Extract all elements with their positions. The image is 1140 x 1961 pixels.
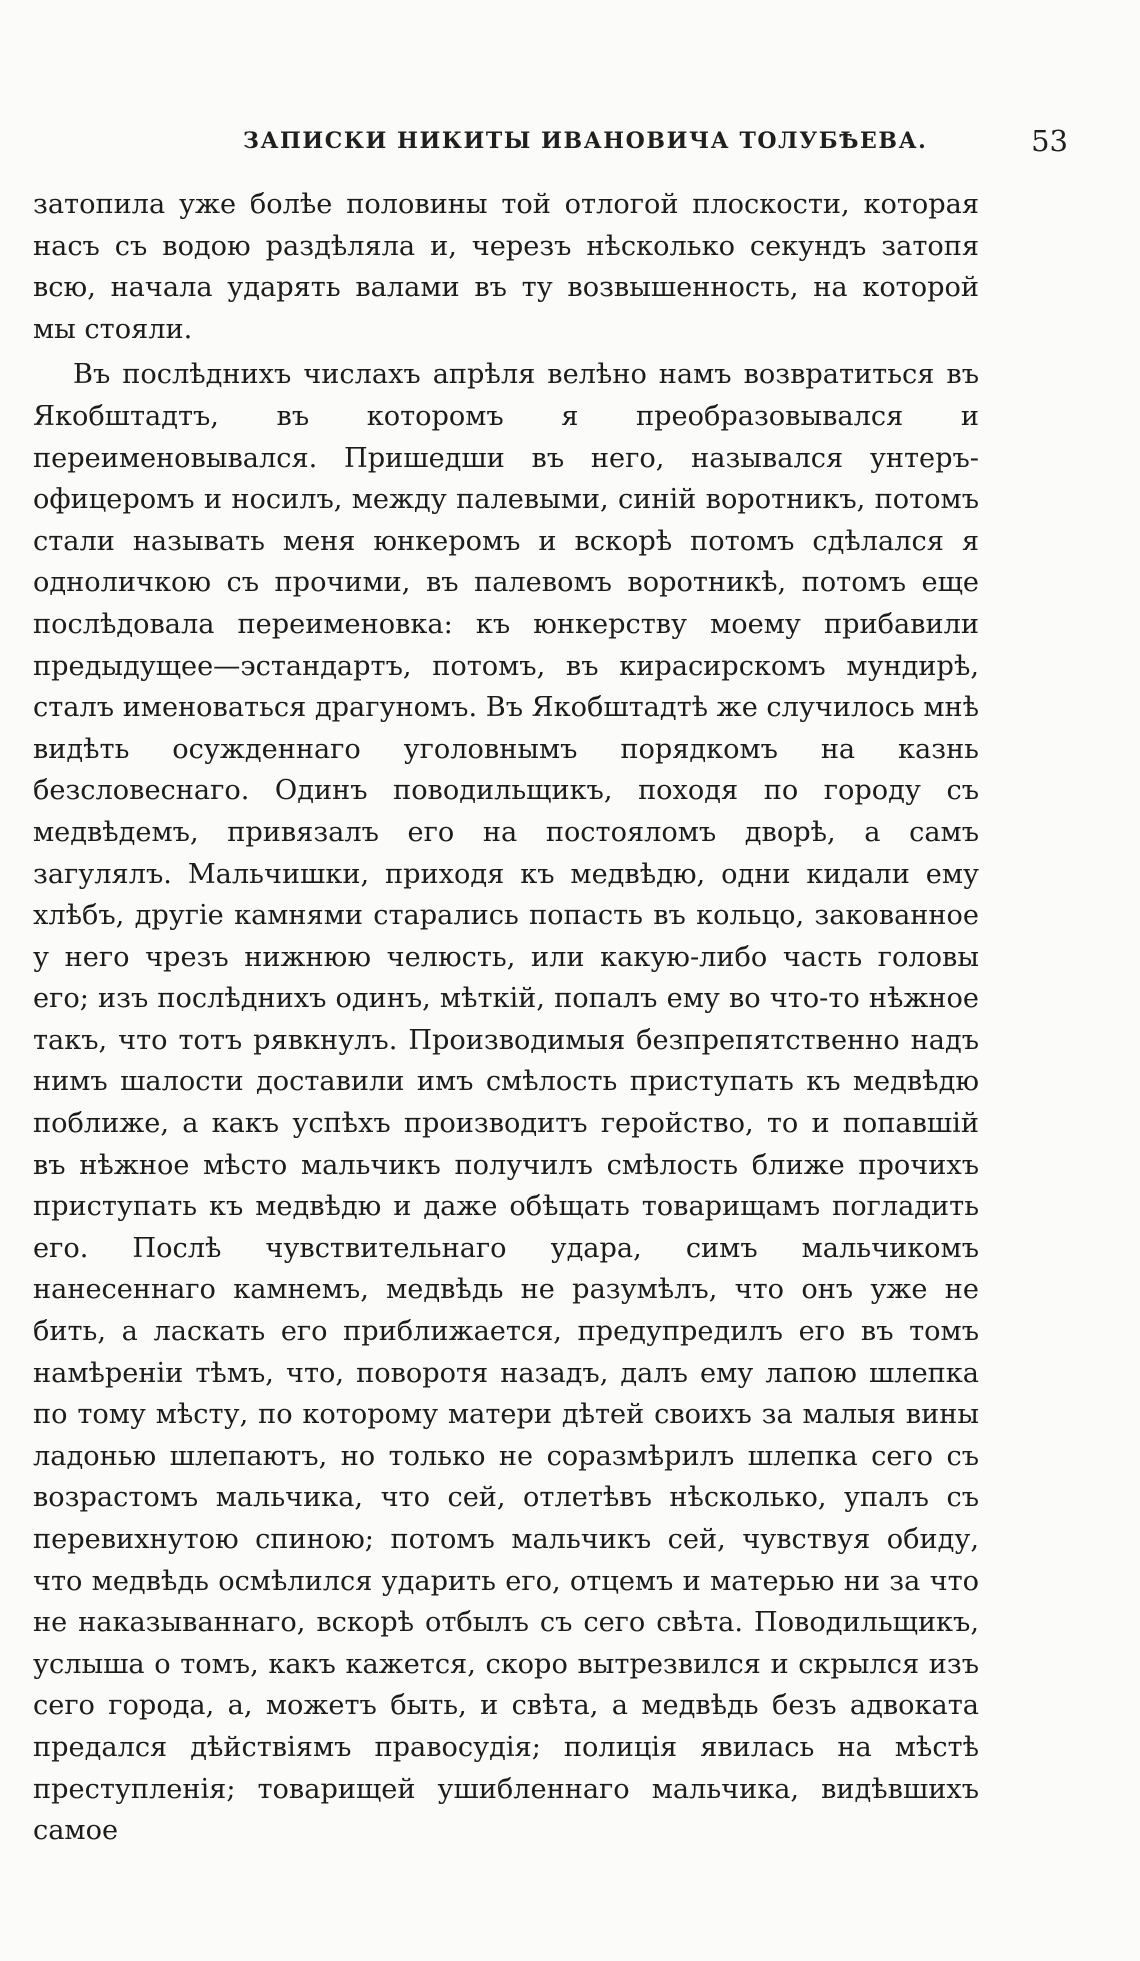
body-text <box>33 184 979 1852</box>
document-page <box>33 124 1098 1852</box>
running-head <box>33 124 1098 164</box>
page-number: 53 <box>1031 124 1068 158</box>
paragraph: Въ послѣднихъ числахъ апрѣля велѣно намъ возвратиться въ Якобштадтъ, въ которомъ я преобразовывался и переименовывался. Пришедши въ него, назывался унтеръ-офицеромъ и носилъ, между палевыми, синій воротникъ, потомъ стали называть меня юнкеромъ и вскорѣ потомъ сдѣлался я одноличкою съ прочими, въ палевомъ воротникѣ, потомъ еще послѣдовала переименовка: къ юнкерству моему прибавили предыдущее—эстандартъ, потомъ, въ кирасирскомъ мундирѣ, сталъ именоваться драгуномъ. Въ Якобштадтѣ же случилось мнѣ видѣть осужденнаго уголовнымъ порядкомъ на казнь безсловеснаго. Одинъ поводильщикъ, походя по городу съ медвѣдемъ, привязалъ его на постояломъ дворѣ, а самъ загулялъ. Мальчишки, приходя къ медвѣдю, одни кидали ему хлѣбъ, другіе камнями старались попасть въ кольцо, закованное у него чрезъ нижнюю челюсть, или какую-либо часть головы его; изъ послѣднихъ одинъ, мѣткій, попалъ ему во что-то нѣжное такъ, что тотъ рявкнулъ. Производимыя безпрепятственно надъ нимъ шалости доставили имъ смѣлость приступать къ медвѣдю поближе, а какъ успѣхъ производитъ геройство, то и попавшій въ нѣжное мѣсто мальчикъ получилъ смѣлость ближе прочихъ приступать къ медвѣдю и даже обѣщать товарищамъ погладить его. Послѣ чувствительнаго удара, симъ мальчикомъ нанесеннаго камнемъ, медвѣдь не разумѣлъ, что онъ уже не бить, а ласкать его приближается, предупредилъ его въ томъ намѣреніи тѣмъ, что, поворотя назадъ, далъ ему лапою шлепка по тому мѣсту, по которому матери дѣтей своихъ за малыя вины ладонью шлепаютъ, но только не соразмѣрилъ шлепка сего съ возрастомъ мальчика, что сей, отлетѣвъ нѣсколько, упалъ съ перевихнутою спиною; потомъ мальчикъ сей, чувствуя обиду, что медвѣдь осмѣлился ударить его, отцемъ и матерью ни за что не наказываннаго, вскорѣ отбылъ съ сего свѣта. Поводильщикъ, услыша о томъ, какъ кажется, скоро вытрезвился и скрылся изъ сего города, а, можетъ быть, и свѣта, а медвѣдь безъ адвоката предался дѣйствіямъ правосудія; полиція явилась на мѣстѣ преступленія; товарищей ушибленнаго мальчика, видѣвшихъ самое <box>33 359 979 1847</box>
paragraph-continued: затопила уже болѣе половины той отлогой плоскости, которая насъ съ водою раздѣляла и, черезъ нѣсколько секундъ затопя всю, начала ударять валами въ ту возвышенность, на которой мы стояли. <box>33 189 979 345</box>
running-title: ЗАПИСКИ НИКИТЫ ИВАНОВИЧА ТОЛУБѢЕВА. <box>243 128 928 154</box>
